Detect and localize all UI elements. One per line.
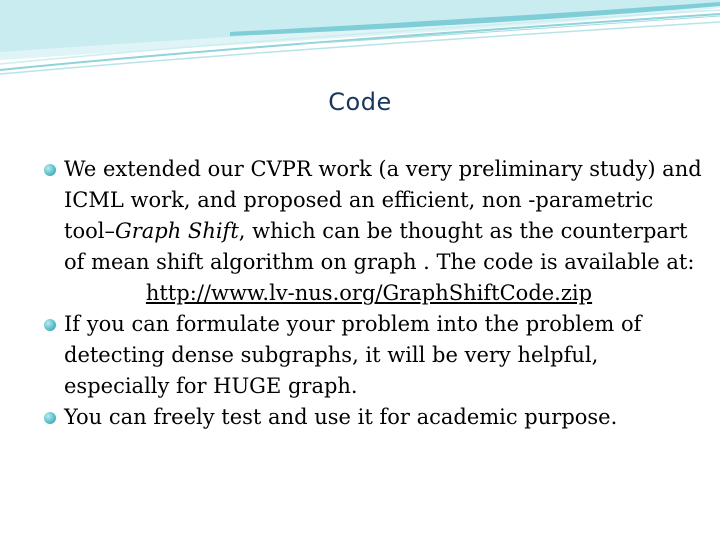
header-wave-banner (0, 0, 720, 90)
bullet-text-continued: , which can be thought as the counterpart of mean shift algorithm on graph . The code is available at: (64, 219, 695, 274)
bullet-list (44, 154, 704, 433)
bullet-text: You can freely test and use it for academic purpose. (64, 405, 618, 429)
slide-title: Code (328, 88, 392, 116)
bullet-text: If you can formulate your problem into the problem of detecting dense subgraphs, it will be very helpful, especially for HUGE graph. (64, 312, 642, 398)
graph-shift-emphasis: Graph Shift (114, 219, 239, 243)
list-item (44, 402, 704, 433)
bullet-icon (44, 412, 56, 424)
bullet-icon (44, 319, 56, 331)
bullet-text: We extended our CVPR work (a very preliminary study) and ICML work, and proposed an efficient, non -parametric tool– (64, 157, 702, 243)
list-item (44, 154, 704, 309)
list-item (44, 309, 704, 402)
bullet-icon (44, 164, 56, 176)
code-download-link[interactable]: http://www.lv-nus.org/GraphShiftCode.zip (145, 281, 593, 305)
